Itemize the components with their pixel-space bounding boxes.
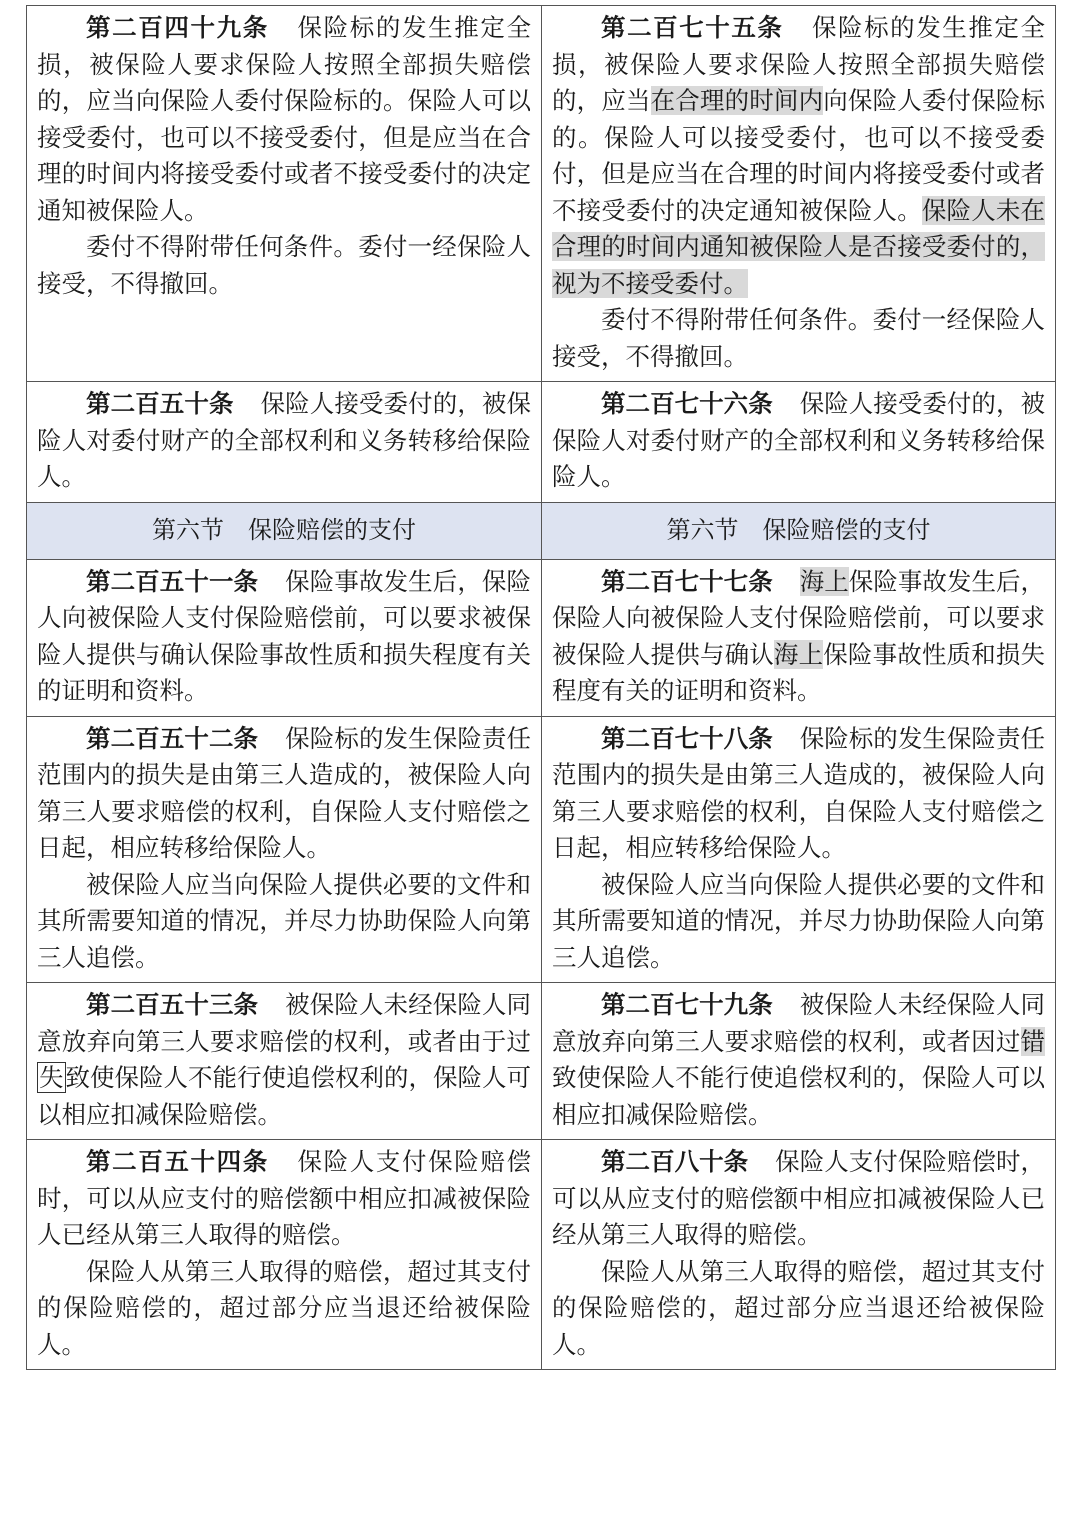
article-paragraph [552, 721, 1045, 867]
section-header-row [27, 502, 1056, 559]
article-paragraph [37, 229, 531, 302]
article-text: 保险事故发生后，保险人向被保险人支付保险赔偿前，可以要求被保险人提供与确认保险事故性质和损失程度有关的证明和资料。 [37, 566, 532, 705]
article-paragraph [552, 867, 1045, 977]
article-paragraph [552, 302, 1045, 375]
article-paragraph [552, 386, 1045, 496]
article-text: 保险事故发生后，保险人向被保险人支付保险赔偿前，可以要求被保险人提供与确认 [552, 566, 1046, 669]
section-title-right: 第六节 保险赔偿的支付 [542, 502, 1056, 559]
article-number: 第二百七十九条 [601, 990, 773, 1019]
article-paragraph [37, 1254, 531, 1364]
article-text: 保险标的发生推定全损，被保险人要求保险人按照全部损失赔偿的，应当 [552, 13, 1046, 115]
article-paragraph [552, 10, 1045, 302]
article-text: 被保险人应当向保险人提供必要的文件和其所需要知道的情况，并尽力协助保险人向第三人追偿。 [552, 869, 1045, 972]
article-number: 第二百八十条 [601, 1147, 749, 1176]
left-column-cell [27, 559, 542, 716]
right-column-cell [542, 1140, 1056, 1370]
right-column-cell [542, 716, 1056, 983]
article-number: 第二百七十六条 [601, 389, 773, 418]
article-number: 第二百五十一条 [86, 566, 259, 596]
article-row [27, 716, 1056, 983]
article-paragraph [552, 1144, 1045, 1254]
article-text: 保险人从第三人取得的赔偿，超过其支付的保险赔偿的，超过部分应当退还给被保险人。 [552, 1256, 1045, 1359]
article-number: 第二百七十五条 [601, 13, 784, 42]
left-column-cell [27, 382, 542, 503]
article-text: 致使保险人不能行使追偿权利的，保险人可以相应扣减保险赔偿。 [37, 1063, 531, 1129]
article-text: 委付不得附带任何条件。委付一经保险人接受，不得撤回。 [552, 305, 1045, 371]
highlighted-change: 海上 [773, 639, 824, 669]
highlighted-change: 错 [1020, 1026, 1045, 1056]
left-column-cell [27, 6, 542, 382]
highlighted-change: 海上 [799, 566, 849, 596]
article-row [27, 6, 1056, 382]
article-number: 第二百四十九条 [86, 13, 269, 42]
article-paragraph [37, 1144, 531, 1254]
article-row [27, 983, 1056, 1140]
article-row [27, 1140, 1056, 1370]
left-column-cell [27, 983, 542, 1140]
article-text: 被保险人应当向保险人提供必要的文件和其所需要知道的情况，并尽力协助保险人向第三人追偿。 [37, 869, 531, 972]
article-text: 被保险人未经保险人同意放弃向第三人要求赔偿的权利，或者因过 [552, 990, 1046, 1056]
article-number: 第二百五十三条 [86, 990, 259, 1019]
highlighted-change: 在合理的时间内 [650, 86, 824, 115]
article-paragraph [37, 386, 531, 496]
right-column-cell [542, 382, 1056, 503]
article-text: 保险人从第三人取得的赔偿，超过其支付的保险赔偿的，超过部分应当退还给被保险人。 [37, 1256, 531, 1359]
article-paragraph [552, 1254, 1045, 1364]
article-paragraph [37, 721, 531, 867]
right-column-cell [542, 6, 1056, 382]
article-paragraph [552, 987, 1045, 1133]
article-text: 委付不得附带任何条件。委付一经保险人接受，不得撤回。 [37, 232, 531, 298]
article-text: 保险人支付保险赔偿时，可以从应支付的赔偿额中相应扣减被保险人已经从第三人取得的赔偿。 [552, 1147, 1046, 1249]
highlighted-change: 保险人未在合理的时间内通知被保险人是否接受委付的，视为不接受委付。 [552, 195, 1046, 298]
article-text: 致使保险人不能行使追偿权利的，保险人可以相应扣减保险赔偿。 [552, 1063, 1045, 1129]
left-column-cell [27, 716, 542, 983]
left-column-cell [27, 1140, 542, 1370]
article-paragraph [37, 987, 531, 1133]
article-number: 第二百七十八条 [601, 723, 773, 753]
article-paragraph [37, 10, 531, 229]
section-title-left: 第六节 保险赔偿的支付 [27, 502, 542, 559]
article-number: 第二百七十七条 [601, 566, 773, 596]
article-number: 第二百五十条 [86, 389, 234, 418]
law-comparison-table [26, 5, 1056, 1370]
article-row [27, 559, 1056, 716]
article-paragraph [37, 867, 531, 977]
article-text: 被保险人未经保险人同意放弃向第三人要求赔偿的权利，或者由于过 [37, 990, 532, 1056]
article-text: 保险标的发生保险责任范围内的损失是由第三人造成的，被保险人向第三人要求赔偿的权利，自保险人支付赔偿之日起，相应转移给保险人。 [37, 723, 532, 862]
comparison-table-body [27, 6, 1056, 1370]
article-text: 保险人接受委付的，被保险人对委付财产的全部权利和义务转移给保险人。 [37, 389, 532, 491]
article-row [27, 382, 1056, 503]
article-text: 保险事故性质和损失程度有关的证明和资料。 [552, 639, 1046, 705]
article-number: 第二百五十四条 [86, 1147, 269, 1176]
article-paragraph [552, 564, 1045, 710]
article-text: 保险标的发生保险责任范围内的损失是由第三人造成的，被保险人向第三人要求赔偿的权利，自保险人支付赔偿之日起，相应转移给保险人。 [552, 723, 1046, 862]
article-text: 向保险人委付保险标的。保险人可以接受委付，也可以不接受委付，但是应当在合理的时间内将接受委付或者不接受委付的决定通知被保险人。 [552, 86, 1046, 225]
right-column-cell [542, 983, 1056, 1140]
article-text: 保险标的发生推定全损，被保险人要求保险人按照全部损失赔偿的，应当向保险人委付保险标的。保险人可以接受委付，也可以不接受委付，但是应当在合理的时间内将接受委付或者不接受委付的决定通知被保险人。 [37, 13, 532, 225]
article-number: 第二百五十二条 [86, 723, 259, 753]
article-text: 保险人支付保险赔偿时，可以从应支付的赔偿额中相应扣减被保险人已经从第三人取得的赔偿。 [37, 1147, 532, 1249]
boxed-character: 失 [39, 1063, 64, 1092]
article-paragraph [37, 564, 531, 710]
right-column-cell [542, 559, 1056, 716]
article-text: 保险人接受委付的，被保险人对委付财产的全部权利和义务转移给保险人。 [552, 389, 1046, 491]
